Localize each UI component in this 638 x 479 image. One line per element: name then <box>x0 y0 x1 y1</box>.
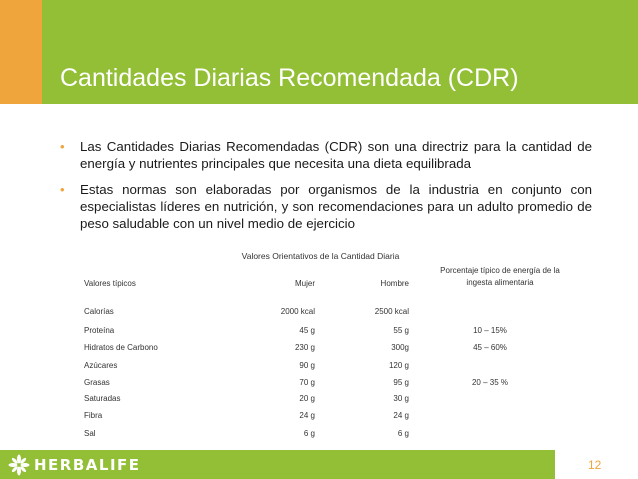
bullet-marker: • <box>60 139 65 154</box>
row-mujer: 6 g <box>303 429 315 438</box>
logo-text: HERBALIFE <box>34 456 141 474</box>
row-name: Fibra <box>84 411 103 420</box>
row-name: Calorías <box>84 307 114 316</box>
row-hombre: 6 g <box>397 429 409 438</box>
header-mujer: Mujer <box>294 279 315 288</box>
row-name: Grasas <box>84 378 110 387</box>
row-hombre: 300g <box>391 343 409 352</box>
row-mujer: 24 g <box>299 411 315 420</box>
row-hombre: 120 g <box>388 361 409 370</box>
row-hombre: 24 g <box>393 411 409 420</box>
bullet-list <box>60 138 592 241</box>
row-hombre: 95 g <box>393 378 409 387</box>
row-mujer: 2000 kcal <box>280 307 315 316</box>
bullet-text: Estas normas son elaboradas por organismos de la industria en conjunto con especialistas líderes en nutrición, y son recomendaciones para un adulto promedio de peso saludable con un nivel medio de ejercicio <box>80 182 592 231</box>
row-mujer: 90 g <box>299 361 315 370</box>
header-name: Valores típicos <box>84 279 136 288</box>
title-divider <box>0 104 638 108</box>
row-name: Azúcares <box>84 361 118 370</box>
page-title: Cantidades Diarias Recomendada (CDR) <box>60 64 519 92</box>
row-hombre: 30 g <box>393 394 409 403</box>
header-pct: Porcentaje típico de energía de la ingesta alimentaria <box>440 266 560 287</box>
bullet-item <box>60 181 592 232</box>
row-mujer: 70 g <box>299 378 315 387</box>
row-hombre: 2500 kcal <box>374 307 409 316</box>
header-accent-block <box>0 0 42 104</box>
row-pct: 20 – 35 % <box>471 378 509 387</box>
row-mujer: 20 g <box>299 394 315 403</box>
bullet-marker: • <box>60 182 65 197</box>
herbalife-logo <box>8 454 141 476</box>
row-pct: 10 – 15% <box>473 326 507 335</box>
row-pct: 45 – 60% <box>473 343 507 352</box>
herbalife-leaf-icon <box>8 454 30 476</box>
row-hombre: 55 g <box>393 326 409 335</box>
bullet-item <box>60 138 592 172</box>
row-mujer: 230 g <box>294 343 315 352</box>
row-name: Hidratos de Carbono <box>84 343 158 352</box>
table-caption: Valores Orientativos de la Cantidad Diaria <box>241 251 400 261</box>
row-name: Saturadas <box>84 394 121 403</box>
row-name: Sal <box>84 429 96 438</box>
header-hombre: Hombre <box>380 279 409 288</box>
row-mujer: 45 g <box>299 326 315 335</box>
row-name: Proteína <box>84 326 115 335</box>
page-number: 12 <box>588 458 602 472</box>
bullet-text: Las Cantidades Diarias Recomendadas (CDR) son una directriz para la cantidad de energía y nutrientes principales que necesita una dieta equilibrada <box>80 139 592 171</box>
